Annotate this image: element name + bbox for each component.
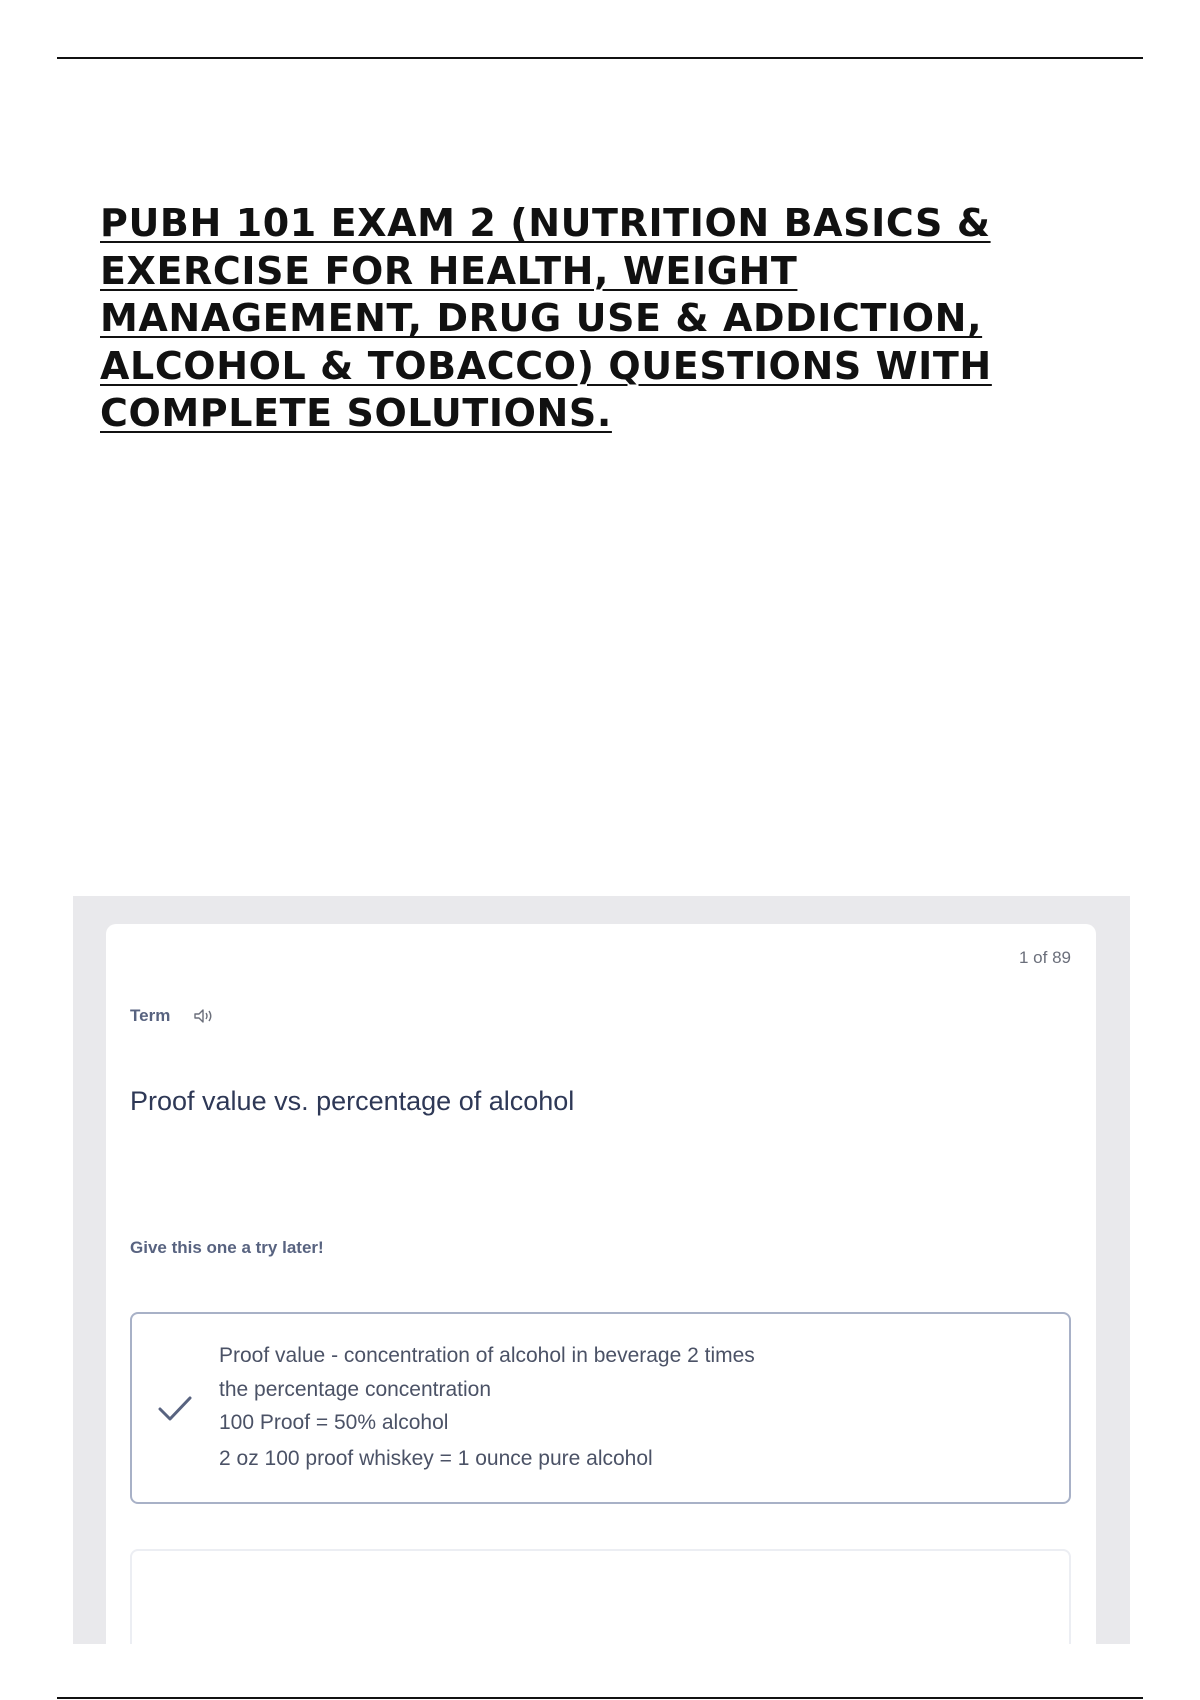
answer-line: Proof value - concentration of alcohol in beverage 2 times (219, 1344, 755, 1367)
document-title: PUBH 101 EXAM 2 (NUTRITION BASICS & EXERCISE FOR HEALTH, WEIGHT MANAGEMENT, DRUG USE & ADDICTION, ALCOHOL & TOBACCO) QUESTIONS WITH COMPLETE SOLUTIONS. (100, 201, 992, 435)
card-counter: 1 of 89 (1019, 948, 1071, 967)
term-text: Proof value vs. percentage of alcohol (130, 1086, 575, 1116)
flashcard-screenshot (73, 896, 1130, 1644)
speaker-icon[interactable] (192, 1006, 216, 1026)
term-header (130, 1006, 216, 1026)
answer-option[interactable] (130, 1312, 1071, 1504)
answer-line: the percentage concentration (219, 1378, 492, 1401)
bottom-rule (57, 1697, 1143, 1699)
answer-line: 2 oz 100 proof whiskey = 1 ounce pure alcohol (219, 1447, 653, 1470)
next-answer-option[interactable] (130, 1549, 1071, 1644)
check-icon (156, 1394, 196, 1424)
top-rule (57, 57, 1143, 59)
answer-line: 100 Proof = 50% alcohol (219, 1411, 449, 1434)
try-later-hint: Give this one a try later! (130, 1238, 324, 1257)
answer-text (219, 1338, 755, 1477)
flashcard (106, 924, 1096, 1644)
term-label: Term (130, 1006, 171, 1025)
